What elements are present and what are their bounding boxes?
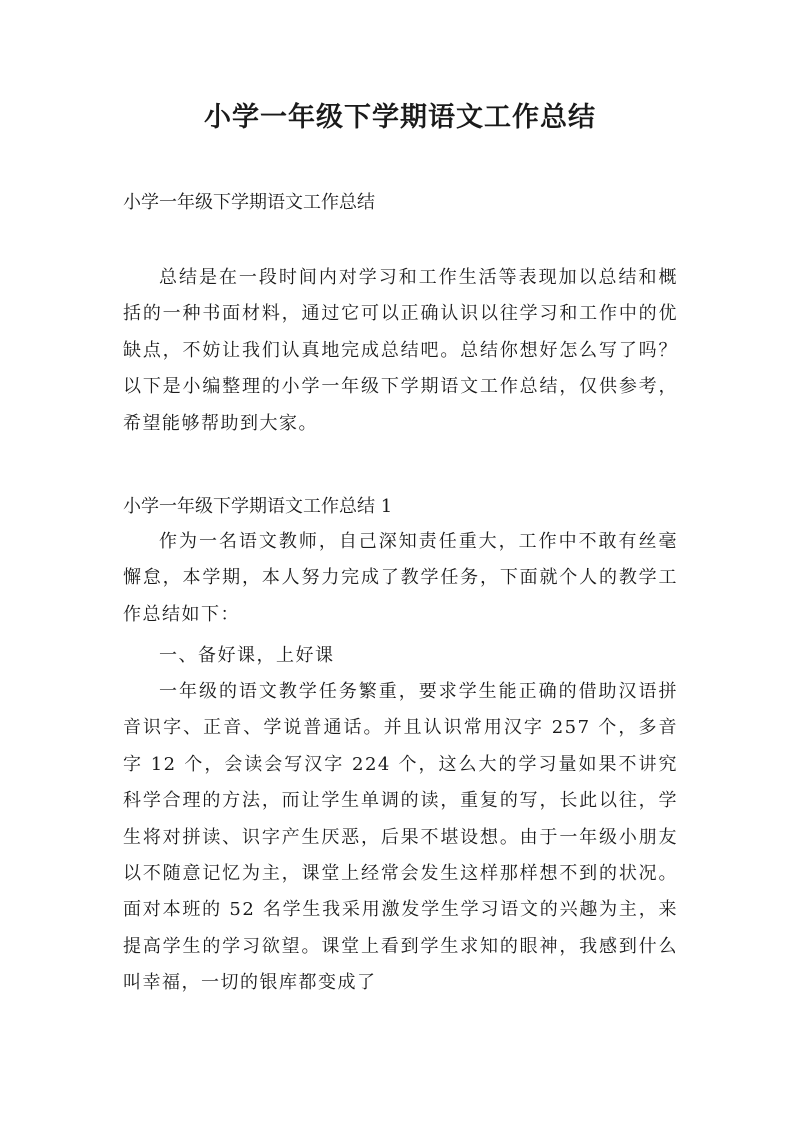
body-paragraph-2: 一年级的语文教学任务繁重，要求学生能正确的借助汉语拼音识字、正音、学说普通话。并且认识常用汉字 257 个，多音字 12 个，会读会写汉字 224 个，这么大的学习量如果不讲究科学合理的方法，而让学生单调的读，重复的写，长此以往，学生将对拼读、识字产生厌恶，后果不堪设想。由于一年级小朋友以不随意记忆为主，课堂上经常会发生这样那样想不到的状况。面对本班的 52 名学生我采用激发学生学习语文的兴趣为主，来提高学生的学习欲望。课堂上看到学生求知的眼神，我感到什么叫幸福，一切的银库都变成了 <box>123 681 678 994</box>
intro-paragraph: 总结是在一段时间内对学习和工作生活等表现加以总结和概括的一种书面材料，通过它可以正确认识以往学习和工作中的优缺点，不妨让我们认真地完成总结吧。总结你想好怎么写了吗？以下是小编整理的小学一年级下学期语文工作总结，仅供参考，希望能够帮助到大家。 <box>123 267 678 434</box>
document-title: 小学一年级下学期语文工作总结 <box>204 102 596 133</box>
section-title: 小学一年级下学期语文工作总结 1 <box>123 496 393 517</box>
body-paragraph-1: 作为一名语文教师，自己深知责任重大，工作中不敢有丝毫懈怠，本学期，本人努力完成了教学任务，下面就个人的教学工作总结如下： <box>123 531 678 625</box>
subsection-heading: 一、备好课，上好课 <box>159 645 335 666</box>
document-subtitle: 小学一年级下学期语文工作总结 <box>123 192 375 213</box>
